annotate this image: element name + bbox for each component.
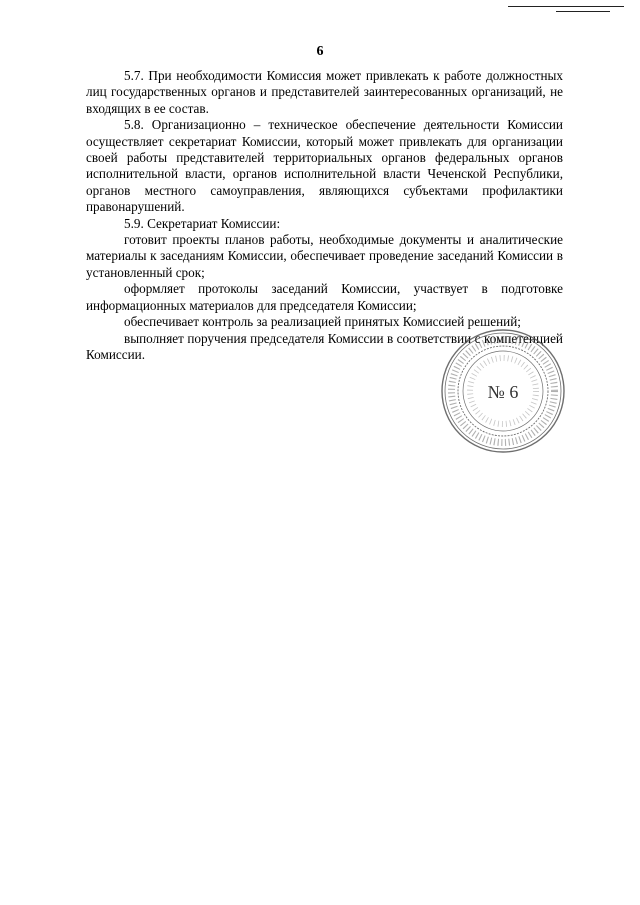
paragraph-control: обеспечивает контроль за реализацией принятых Комиссией решений;: [124, 314, 521, 330]
paragraph-5-9-heading: 5.9. Секретариат Комиссии:: [124, 215, 281, 231]
paragraph-5-8: 5.8. Организационно – техническое обеспечение деятельности Комиссии осуществляет секретариат Комиссии, который может привлекать для организации своей работы представителей территориальных органов федеральных органов исполнительной власти, органов исполнительной власти Чеченской Республики, органов местного самоуправления, являющихся субъектами профилактики правонарушений.: [86, 117, 563, 215]
paragraph-prepare-plans: готовит проекты планов работы, необходимые документы и аналитические материалы к заседаниям Комиссии, обеспечивает проведение заседаний Комиссии в установленный срок;: [86, 232, 563, 280]
document-body: [86, 68, 563, 363]
top-rule-line-short: [556, 11, 610, 12]
paragraph-5-7: 5.7. При необходимости Комиссия может привлекать к работе должностных лиц государственных органов и представителей заинтересованных организаций, не входящих в ее состав.: [86, 68, 563, 116]
top-rule-line: [508, 6, 624, 7]
paragraph-protocols: оформляет протоколы заседаний Комиссии, участвует в подготовке информационных материалов для председателя Комиссии;: [86, 281, 563, 313]
page-number: 6: [316, 44, 324, 59]
seal-number: № 6: [487, 382, 519, 402]
paragraph-instructions: выполняет поручения председателя Комиссии в соответствии с компетенцией Комиссии.: [86, 330, 563, 362]
seal-stamp: [440, 328, 566, 454]
